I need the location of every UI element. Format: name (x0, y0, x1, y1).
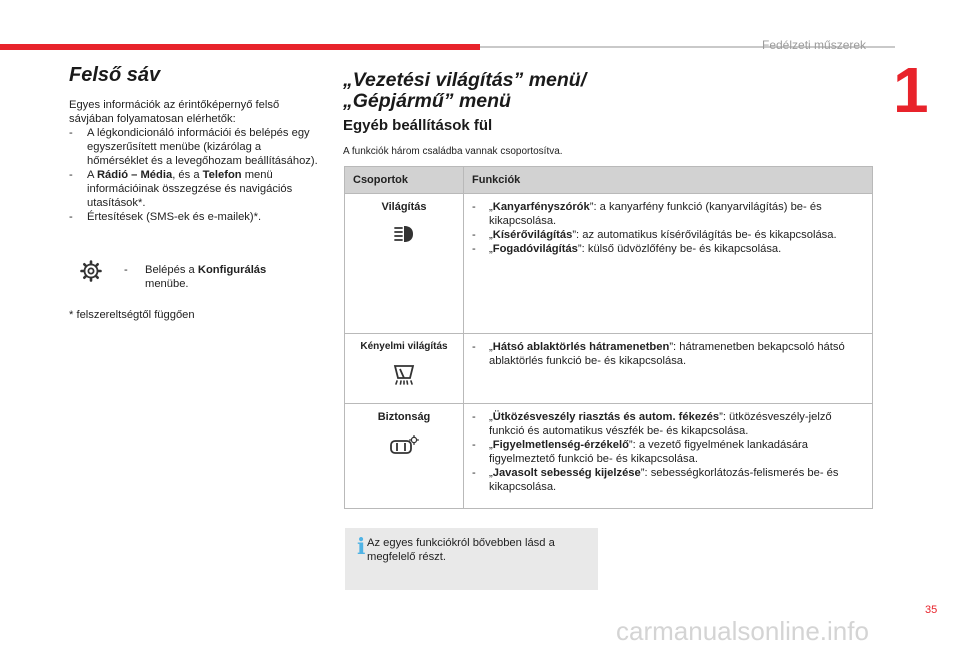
functions-cell (464, 334, 873, 404)
section-title-felso-sav: Felső sáv (69, 64, 161, 86)
table-row (345, 334, 873, 404)
watermark: carmanualsonline.info (616, 616, 869, 646)
table-caption: A funkciók három családba vannak csoportosítva. (343, 146, 563, 157)
intro-block (69, 98, 319, 224)
chapter-number: 1 (893, 54, 929, 126)
car-safety-icon (345, 435, 463, 460)
list-item: - „Javasolt sebesség kijelzése”: sebességkorlátozás-felismerés be- és kikapcsolása. (472, 467, 839, 493)
list-item: - Értesítések (SMS-ek és e-mailek)*. (69, 211, 262, 223)
list-item: - „Figyelmetlenség-érzékelő”: a vezető figyelmének lankadására figyelmeztető funkció be- és kikapcsolása. (472, 439, 809, 465)
list-item: - A légkondicionáló információi és belépés egy egyszerűsített menübe (kizárólag a hőmérséklet és a levegőhozam beállításához). (69, 127, 318, 167)
table-row (345, 404, 873, 509)
footnote: * felszereltségtől függően (69, 309, 195, 321)
intro-text: Egyes információk az érintőképernyő felső sávjában folyamatosan elérhetők: (69, 99, 280, 125)
gear-description: - Belépés a Konfigurálás menübe. (124, 264, 267, 290)
header-red-bar (0, 44, 480, 50)
info-box (345, 528, 598, 590)
group-cell: Kényelmi világítás (345, 334, 464, 404)
gear-icon (80, 260, 102, 282)
rear-wiper-icon (345, 364, 463, 389)
headlight-icon (345, 225, 463, 246)
list-item: - „Hátsó ablaktörlés hátramenetben”: hátramenetben bekapcsoló hátsó ablaktörlés funkció be- és kikapcsolása. (472, 341, 845, 367)
list-item: - „Kanyarfényszórók”: a kanyarfény funkció (kanyarvilágítás) be- és kikapcsolása. (472, 201, 822, 227)
group-cell: Világítás (345, 194, 464, 334)
table-row (345, 194, 873, 334)
functions-table (344, 166, 873, 509)
list-item: - „Kísérővilágítás”: az automatikus kísérővilágítás be- és kikapcsolása. (472, 229, 837, 241)
table-header-row (345, 167, 873, 194)
list-item: - „Fogadóvilágítás”: külső üdvözlőfény be- és kikapcsolása. (472, 243, 782, 255)
group-cell: Biztonság (345, 404, 464, 509)
page-number: 35 (925, 604, 938, 616)
list-item: - „Ütközésveszély riasztás és autom. fékezés”: ütközésveszély-jelző funkció és automatikus vészfék be- és kikapcsolása. (472, 411, 832, 437)
info-icon: i (357, 534, 366, 560)
section-title-menu: „Vezetési világítás” menü/ „Gépjármű” menü (343, 69, 587, 112)
column-header-groups: Csoportok (345, 167, 464, 194)
functions-cell (464, 194, 873, 334)
info-text: Az egyes funkciókról bővebben lásd a megfelelő részt. (367, 537, 555, 563)
feature-list (69, 126, 319, 224)
subsection-title: Egyéb beállítások fül (343, 117, 493, 134)
chapter-title: Fedélzeti műszerek (762, 38, 867, 52)
list-item: - A Rádió – Média, és a Telefon menü információinak összegzése és navigációs utasítások*. (69, 169, 293, 209)
column-header-functions: Funkciók (464, 167, 873, 194)
functions-cell (464, 404, 873, 509)
